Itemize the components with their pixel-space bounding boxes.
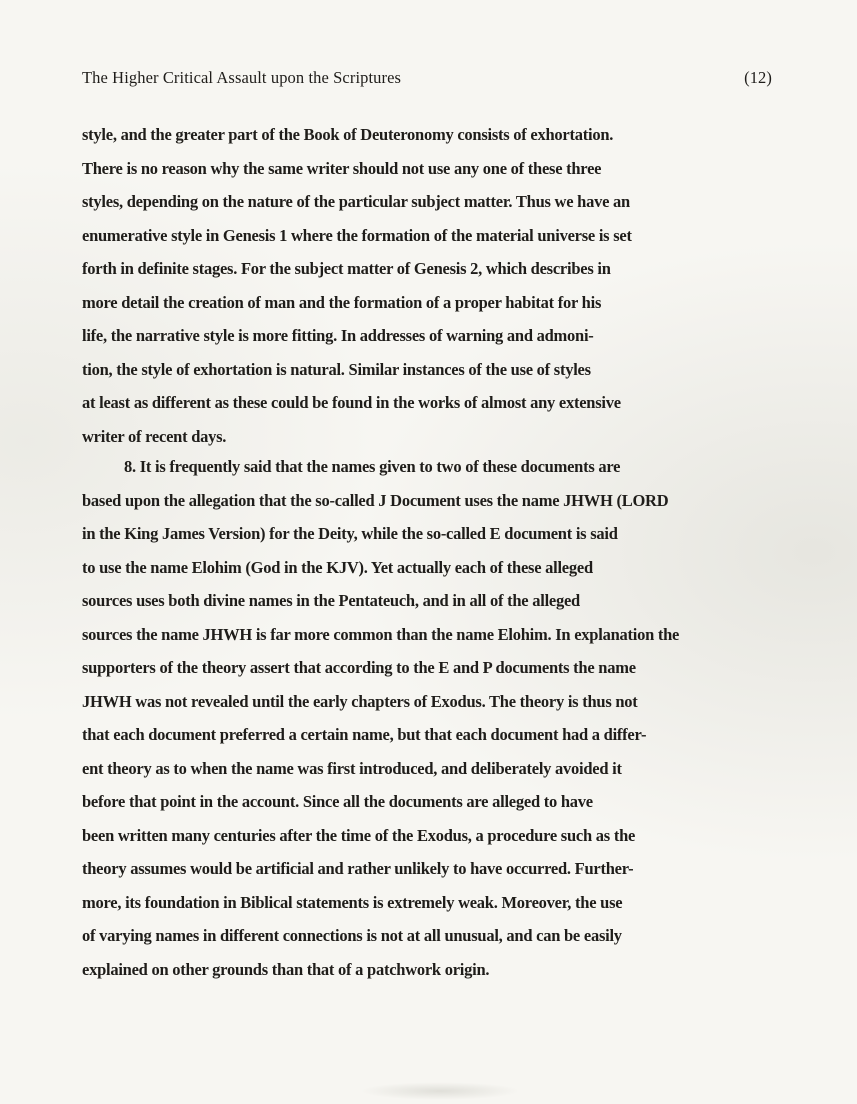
page-number: (12) [744, 68, 772, 87]
header-title: The Higher Critical Assault upon the Scriptures [82, 68, 402, 87]
text-line: ent theory as to when the name was first introduced, and deliberately avoided it [82, 758, 622, 778]
text-line: based upon the allegation that the so-called J Document uses the name JHWH (LORD [82, 490, 669, 510]
text-line: at least as different as these could be found in the works of almost any extensive [82, 393, 621, 412]
paragraph-styles [82, 118, 782, 453]
text-line: theory assumes would be artificial and rather unlikely to have occurred. Further- [82, 859, 634, 878]
paragraph-divine-names [82, 450, 782, 986]
text-line: to use the name Elohim (God in the KJV). Yet actually each of these alleged [82, 557, 593, 577]
text-line: JHWH was not revealed until the early chapters of Exodus. The theory is thus not [82, 691, 638, 711]
text-line: enumerative style in Genesis 1 where the formation of the material universe is set [82, 225, 632, 245]
text-line: sources the name JHWH is far more common than the name Elohim. In explanation the [82, 624, 680, 644]
text-line: of varying names in different connections is not at all unusual, and can be easily [82, 926, 622, 945]
text-line: 8. It is frequently said that the names given to two of these documents are [124, 457, 621, 476]
text-line: more, its foundation in Biblical statements is extremely weak. Moreover, the use [82, 892, 623, 912]
paper-smudge [360, 1082, 520, 1100]
text-line: explained on other grounds than that of a patchwork origin. [82, 959, 490, 979]
text-line: style, and the greater part of the Book of Deuteronomy consists of exhortation. [82, 125, 614, 144]
text-line: writer of recent days. [82, 426, 227, 446]
text-line: tion, the style of exhortation is natural. Similar instances of the use of styles [82, 359, 591, 379]
text-line: been written many centuries after the time of the Exodus, a procedure such as the [82, 825, 636, 845]
text-line: more detail the creation of man and the formation of a proper habitat for his [82, 292, 602, 312]
text-line: supporters of the theory assert that according to the E and P documents the name [82, 658, 636, 677]
text-line: forth in definite stages. For the subject matter of Genesis 2, which describes in [82, 259, 611, 278]
text-line: sources uses both divine names in the Pentateuch, and in all of the alleged [82, 591, 580, 610]
text-line: life, the narrative style is more fitting. In addresses of warning and admoni- [82, 326, 594, 345]
text-line: There is no reason why the same writer should not use any one of these three [82, 158, 602, 178]
text-line: styles, depending on the nature of the particular subject matter. Thus we have an [82, 192, 630, 211]
text-line: in the King James Version) for the Deity, while the so-called E document is said [82, 524, 618, 543]
text-line: before that point in the account. Since all the documents are alleged to have [82, 792, 593, 811]
text-line: that each document preferred a certain name, but that each document had a differ- [82, 725, 647, 744]
